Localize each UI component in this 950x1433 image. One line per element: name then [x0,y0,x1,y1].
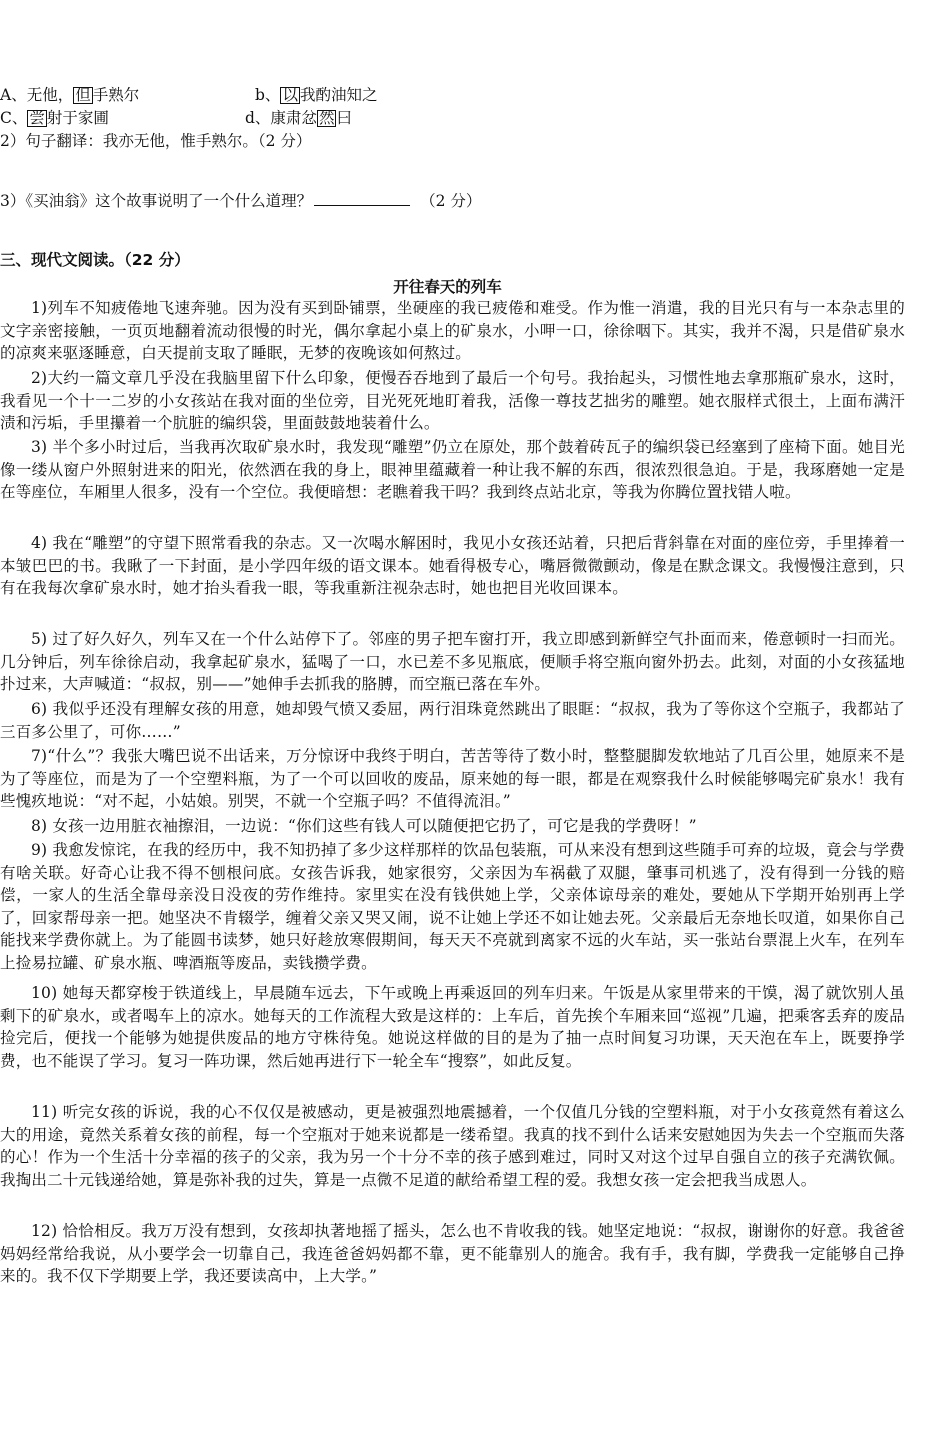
question-3 [0,190,481,212]
question-3-text: 3）《买油翁》这个故事说明了一个什么道理？ [0,192,313,210]
option-row-c [0,107,109,129]
paragraph-4: 4) 我在“雕塑”的守望下照常看我的杂志。又一次喝水解困时，我见小女孩还站着，只把后背斜靠在对面的座位旁，手里捧着一本皱巴巴的书。我瞅了一下封面，是小学四年级的语文课本。她看得极专心，嘴唇微微颤动，像是在默念课文。我慢慢注意到，只有在我每次拿矿泉水时，她才抬头看我一眼，等我重新注视杂志时，她也把目光收回课本。 [0,534,905,598]
option-d-text: 曰 [336,109,352,127]
paragraph-3: 3) 半个多小时过后，当我再次取矿泉水时，我发现“雕塑”仍立在原处，那个鼓着砖瓦子的编织袋已经塞到了座椅下面。她目光像一缕从窗户外照射进来的阳光，依然洒在我的身上，眼神里蕴藏着一种让我不解的东西，很浓烈很急迫。于是，我琢磨她一定是在等座位，车厢里人很多，没有一个空位。我便暗想：老瞧着我干吗？我到终点站北京，等我为你腾位置找错人啦。 [0,438,905,502]
option-b-label: b、 [255,86,281,104]
paragraph-2: 2)大约一篇文章几乎没在我脑里留下什么印象，便慢吞吞地到了最后一个句号。我抬起头，习惯性地去拿那瓶矿泉水，这时，我看见一个十一二岁的小女孩站在我对面的坐位旁，目光死死地盯着我，活像一尊技艺拙劣的雕塑。她衣服样式很土，上面布满汗渍和污垢，手里攥着一个肮脏的编织袋，里面鼓鼓地装着什么。 [0,369,905,433]
option-b-boxed-char: 以 [282,86,298,104]
paragraph-5: 5) 过了好久好久，列车又在一个什么站停下了。邻座的男子把车窗打开，我立即感到新鲜空气扑面而来，倦意顿时一扫而光。几分钟后，列车徐徐启动，我拿起矿泉水，猛喝了一口，水已差不多见瓶底，便顺手将空瓶向窗外扔去。此刻，对面的小女孩猛地扑过来，大声喊道：“叔叔，别——”她伸手去抓我的胳膊，而空瓶已落在车外。 [0,630,905,694]
paragraph-11: 11) 听完女孩的诉说，我的心不仅仅是被感动，更是被强烈地震撼着，一个仅值几分钱的空塑料瓶，对于小女孩竟然有着这么大的用途，竟然关系着女孩的前程，每一个空瓶对于她来说都是一缕希望。我真的找不到什么话来安慰她因为失去一个空瓶而失落的心！作为一个生活十分幸福的孩子的父亲，我为另一个十分不幸的孩子感到难过，同时又对这个过早自强自立的孩子充满钦佩。我掏出二十元钱递给她，算是弥补我的过失，算是一点微不足道的献给希望工程的爱。我想女孩一定会把我当成恩人。 [0,1103,905,1189]
paragraph-1: 1)列车不知疲倦地飞速奔驰。因为没有买到卧铺票，坐硬座的我已疲倦和难受。作为惟一消遣，我的目光只有与一本杂志里的文字亲密接触，一页页地翻着流动很慢的时光，偶尔拿起小桌上的矿泉水，小呷一口，徐徐咽下。其实，我并不渴，只是借矿泉水的凉爽来驱逐睡意，白天提前支取了睡眠，无梦的夜晚该如何熬过。 [0,299,905,363]
option-b-text: 我酌油知之 [299,86,378,104]
paragraph-9: 9) 我愈发惊诧，在我的经历中，我不知扔掉了多少这样那样的饮品包装瓶，可从来没有想到这些随手可弃的垃圾，竟会与学费有啥关联。好奇心让我不得不刨根问底。女孩告诉我，她家很穷，父亲因为车祸截了双腿，肇事司机逃了，没有得到一分钱的赔偿，一家人的生活全靠母亲没日没夜的劳作维持。家里实在没有钱供她上学，父亲体谅母亲的难处，要她从下学期开始别再上学了，回家帮母亲一把。她坚决不肯辍学，缠着父亲又哭又闹，说不让她上学还不如让她去死。父亲最后无奈地长叹道，如果你自己能找来学费你就上。为了能圆书读梦，她只好趁放寒假期间，每天天不亮就到离家不远的火车站，买一张站台票混上火车，在列车上捡易拉罐、矿泉水瓶、啤酒瓶等废品，卖钱攒学费。 [0,841,905,972]
option-b [255,84,377,106]
option-a-text: 手熟尔 [92,86,140,104]
option-c-text: 射于家圃 [46,109,109,127]
paragraph-12: 12) 恰恰相反。我万万没有想到，女孩却执著地摇了摇头，怎么也不肯收我的钱。她坚定地说：“叔叔，谢谢你的好意。我爸爸妈妈经常给我说，从小要学会一切靠自己，我连爸爸妈妈都不靠，更不能靠别人的施舍。我有手，我有脚，学费我一定能够自己挣来的。我不仅下学期要上学，我还要读高中，上大学。” [0,1222,905,1286]
option-a-label: A、无他， [0,86,74,104]
question-2: 2）句子翻译：我亦无他，惟手熟尔。（2 分） [0,132,312,150]
paragraph-6: 6) 我似乎还没有理解女孩的用意，她却毁气愤又委屈，两行泪珠竟然跳出了眼眶：“叔叔，我为了等你这个空瓶子，我都站了三百多公里了，可你……” [0,700,905,741]
option-a-boxed-char: 但 [75,86,91,104]
paragraph-8: 8) 女孩一边用脏衣袖擦泪，一边说：“你们这些有钱人可以随便把它扔了，可它是我的学费呀！” [31,817,697,835]
option-c-label: C、 [0,109,28,127]
option-d-label: d、康肃忿 [245,109,317,127]
answer-blank[interactable] [314,191,410,206]
option-d-boxed-char: 然 [318,109,335,127]
paragraph-10: 10) 她每天都穿梭于铁道线上，早晨随车远去，下午或晚上再乘返回的列车归来。午饭是从家里带来的干馍，渴了就饮别人虽剩下的矿泉水，或者喝车上的凉水。她每天的工作流程大致是这样的：上车后，首先挨个车厢来回“巡视”几遍，把乘客丢弃的废品捡完后，便找一个能够为她提供废品的地方守株待兔。她说这样做的目的是为了抽一点时间复习功课，天天泡在车上，既要挣学费，也不能误了学习。复习一阵功课，然后她再进行下一轮全车“搜察”，如此反复。 [0,984,905,1070]
option-c-boxed-char: 尝 [29,109,45,127]
option-row-a-b [0,84,139,106]
article-title: 开往春天的列车 [393,278,502,296]
option-d [245,107,352,129]
paragraph-7: 7)“什么”？我张大嘴巴说不出话来，万分惊讶中我终于明白，苦苦等待了数小时，整整腿脚发软地站了几百公里，她原来不是为了等座位，而是为了一个空塑料瓶，为了一个可以回收的废品，原来她的每一眼，都是在观察我什么时候能够喝完矿泉水！我有些愧疚地说：“对不起，小姑娘。别哭，不就一个空瓶子吗？不值得流泪。” [0,747,905,811]
section-heading: 三、现代文阅读。（22 分） [0,251,190,269]
question-3-points: （2 分） [420,192,482,210]
